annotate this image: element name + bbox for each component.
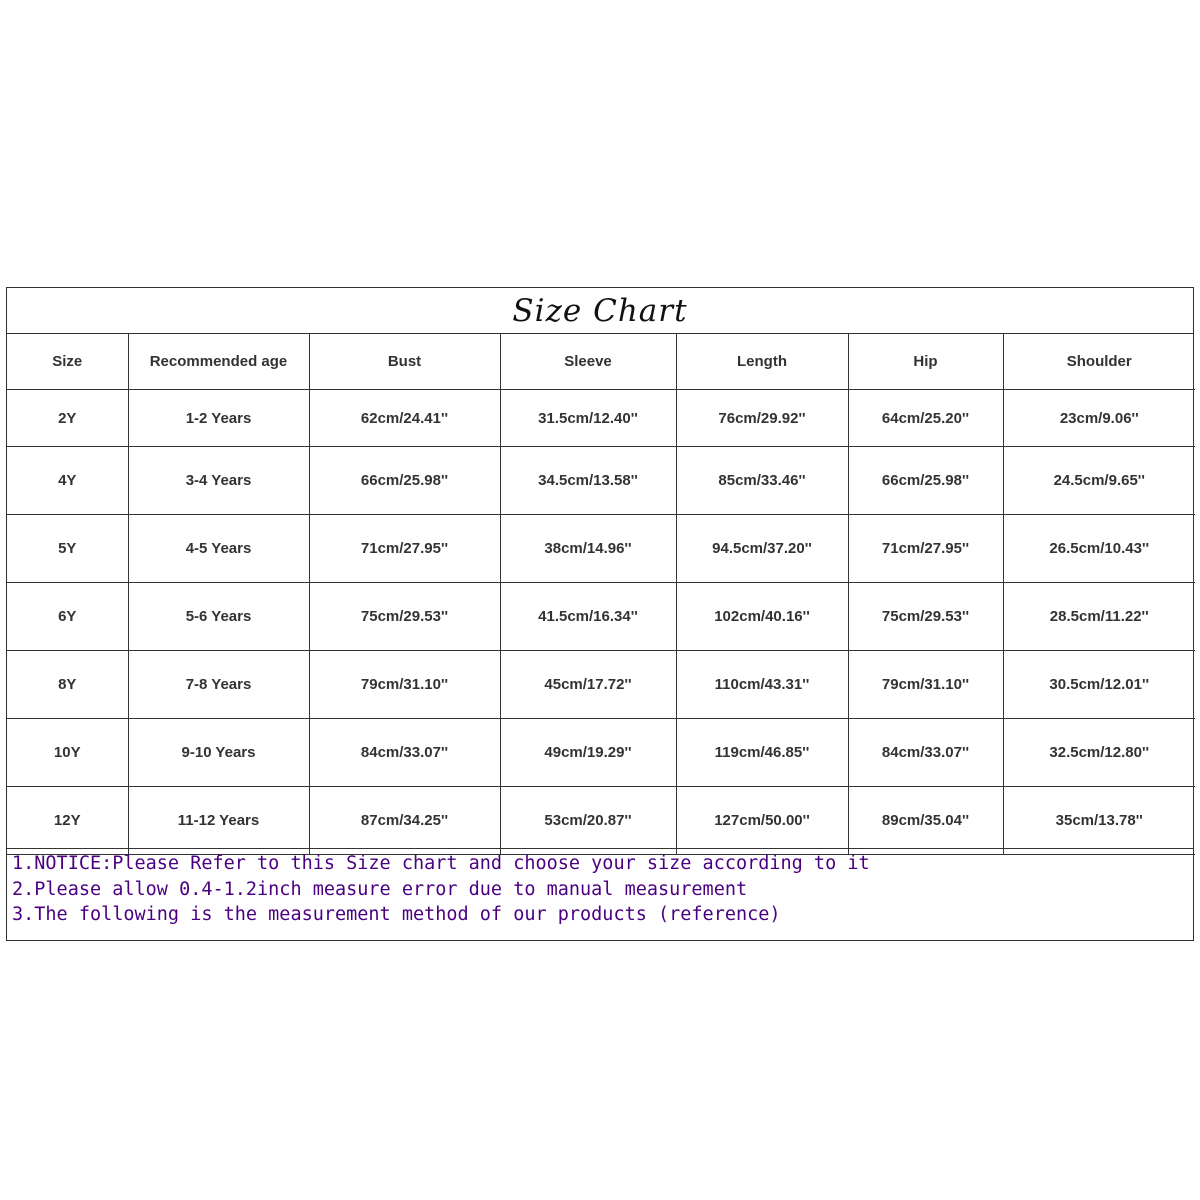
table-cell: 23cm/9.06'' [1003,390,1195,447]
column-header: Bust [309,334,500,390]
table-cell: 3-4 Years [128,447,309,515]
table-cell: 85cm/33.46'' [676,447,848,515]
table-cell: 87cm/34.25'' [309,787,500,855]
table-cell: 5Y [7,515,128,583]
table-cell: 4-5 Years [128,515,309,583]
notes-section [7,848,1193,940]
table-row [7,583,1195,651]
table-cell: 84cm/33.07'' [848,719,1003,787]
column-header: Hip [848,334,1003,390]
column-header: Length [676,334,848,390]
table-cell: 62cm/24.41'' [309,390,500,447]
table-cell: 64cm/25.20'' [848,390,1003,447]
table-row [7,447,1195,515]
table-cell: 49cm/19.29'' [500,719,676,787]
table-cell: 75cm/29.53'' [848,583,1003,651]
table-cell: 2Y [7,390,128,447]
table-cell: 66cm/25.98'' [848,447,1003,515]
table-cell: 53cm/20.87'' [500,787,676,855]
table-header-row [7,334,1195,390]
table-cell: 75cm/29.53'' [309,583,500,651]
column-header: Size [7,334,128,390]
table-cell: 11-12 Years [128,787,309,855]
table-cell: 89cm/35.04'' [848,787,1003,855]
table-cell: 35cm/13.78'' [1003,787,1195,855]
table-cell: 102cm/40.16'' [676,583,848,651]
note-line: 1.NOTICE:Please Refer to this Size chart and choose your size according to it [12,853,870,874]
table-cell: 76cm/29.92'' [676,390,848,447]
size-table [7,334,1195,855]
table-cell: 6Y [7,583,128,651]
table-row [7,719,1195,787]
table-cell: 4Y [7,447,128,515]
table-cell: 79cm/31.10'' [309,651,500,719]
table-cell: 7-8 Years [128,651,309,719]
table-cell: 34.5cm/13.58'' [500,447,676,515]
note-line: 2.Please allow 0.4-1.2inch measure error due to manual measurement [12,878,748,900]
table-cell: 26.5cm/10.43'' [1003,515,1195,583]
table-cell: 28.5cm/11.22'' [1003,583,1195,651]
table-cell: 71cm/27.95'' [309,515,500,583]
table-row [7,787,1195,855]
table-cell: 8Y [7,651,128,719]
title-row [7,288,1193,334]
table-cell: 119cm/46.85'' [676,719,848,787]
column-header: Sleeve [500,334,676,390]
table-cell: 94.5cm/37.20'' [676,515,848,583]
table-cell: 79cm/31.10'' [848,651,1003,719]
table-cell: 5-6 Years [128,583,309,651]
table-cell: 45cm/17.72'' [500,651,676,719]
table-cell: 24.5cm/9.65'' [1003,447,1195,515]
table-row [7,515,1195,583]
table-cell: 127cm/50.00'' [676,787,848,855]
table-cell: 66cm/25.98'' [309,447,500,515]
table-cell: 71cm/27.95'' [848,515,1003,583]
table-cell: 84cm/33.07'' [309,719,500,787]
size-chart [6,287,1194,941]
column-header: Recommended age [128,334,309,390]
chart-title: Size Chart [512,292,688,329]
table-row [7,651,1195,719]
column-header: Shoulder [1003,334,1195,390]
table-cell: 9-10 Years [128,719,309,787]
table-cell: 30.5cm/12.01'' [1003,651,1195,719]
table-cell: 31.5cm/12.40'' [500,390,676,447]
table-cell: 110cm/43.31'' [676,651,848,719]
note-line: 3.The following is the measurement method of our products (reference) [12,904,781,926]
table-cell: 10Y [7,719,128,787]
table-cell: 41.5cm/16.34'' [500,583,676,651]
table-cell: 12Y [7,787,128,855]
table-cell: 32.5cm/12.80'' [1003,719,1195,787]
table-cell: 38cm/14.96'' [500,515,676,583]
table-row [7,390,1195,447]
table-cell: 1-2 Years [128,390,309,447]
